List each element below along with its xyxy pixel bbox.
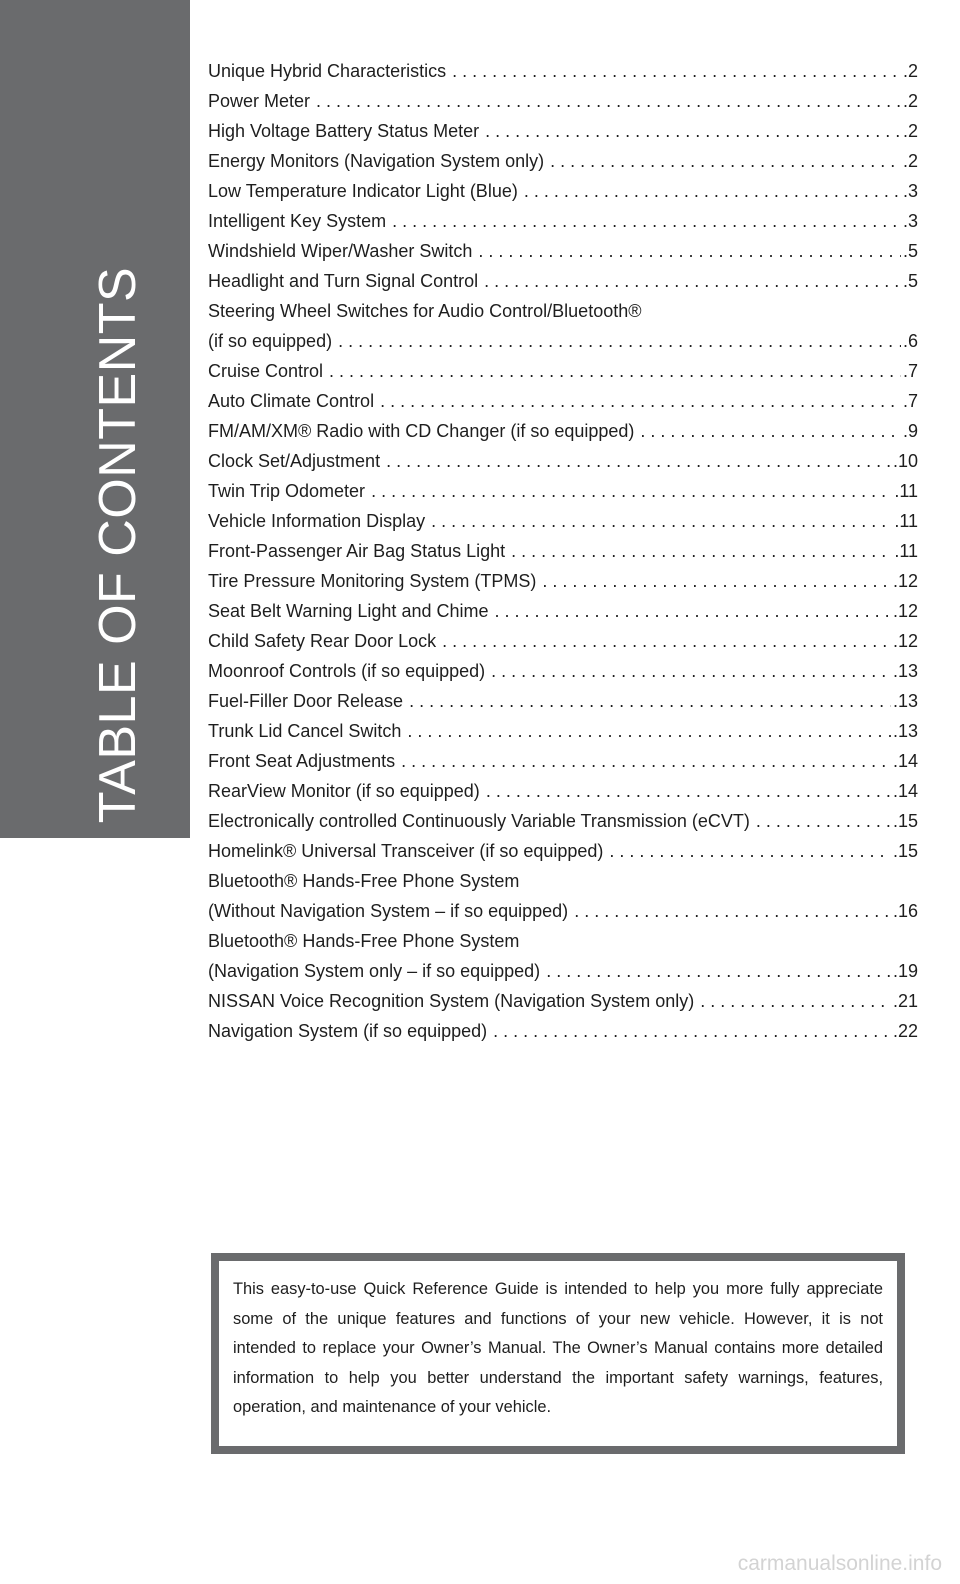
toc-entry[interactable] xyxy=(208,686,918,716)
toc-page-number: .9 xyxy=(902,421,918,441)
toc-page-number: .15 xyxy=(892,811,918,831)
toc-entry-title-continued: (if so equipped) xyxy=(208,331,333,351)
toc-page-number: .11 xyxy=(894,511,918,531)
toc-dot-leader xyxy=(401,716,891,746)
toc-dot-leader xyxy=(568,896,891,926)
toc-entry-title: Cruise Control xyxy=(208,361,324,381)
toc-entry-title: Seat Belt Warning Light and Chime xyxy=(208,601,489,621)
toc-dot-leader xyxy=(750,806,891,836)
toc-page-number: .13 xyxy=(892,661,918,681)
toc-entry-title: Unique Hybrid Characteristics xyxy=(208,61,447,81)
toc-dot-leader xyxy=(380,446,891,476)
toc-page-number: .10 xyxy=(892,451,918,471)
toc-entry[interactable] xyxy=(208,386,918,416)
note-box xyxy=(211,1253,905,1454)
toc-entry-title: Steering Wheel Switches for Audio Control/Bluetooth® xyxy=(208,301,642,321)
toc-page-number: .3 xyxy=(902,181,918,201)
toc-page-number: .6 xyxy=(902,331,918,351)
toc-dot-leader xyxy=(374,386,901,416)
toc-entry[interactable] xyxy=(208,656,918,686)
toc-entry[interactable] xyxy=(208,236,918,266)
toc-page-number: .7 xyxy=(902,361,918,381)
toc-dot-leader xyxy=(544,146,901,176)
note-text: This easy-to-use Quick Reference Guide is intended to help you more fully appreciate some of the unique features and functions of your new vehicle. However, it is not intended to replace your Owner’s Manual. The Owner’s Manual contains more detailed information to help you better understand the important safety warnings, features, operation, and maintenance of your vehicle. xyxy=(233,1280,883,1416)
toc-page-number: .19 xyxy=(892,961,918,981)
toc-dot-leader xyxy=(323,356,901,386)
toc-entry-title: FM/AM/XM® Radio with CD Changer (if so equipped) xyxy=(208,421,635,441)
toc-dot-leader xyxy=(479,116,901,146)
toc-page-number: .3 xyxy=(902,211,918,231)
toc-page-number: .11 xyxy=(894,541,918,561)
toc-entry-title: Windshield Wiper/Washer Switch xyxy=(208,241,473,261)
toc-entry-title: Tire Pressure Monitoring System (TPMS) xyxy=(208,571,537,591)
toc-entry-title: Auto Climate Control xyxy=(208,391,375,411)
toc-entry[interactable] xyxy=(208,56,918,86)
toc-page-number: .2 xyxy=(902,121,918,141)
toc-entry-title: Homelink® Universal Transceiver (if so equipped) xyxy=(208,841,604,861)
toc-entry[interactable] xyxy=(208,476,918,506)
toc-entry[interactable] xyxy=(208,986,918,1016)
toc-dot-leader xyxy=(540,956,891,986)
watermark: carmanualsonline.info xyxy=(737,1552,942,1575)
toc-page-number: .12 xyxy=(892,571,918,591)
toc-entry-title: Vehicle Information Display xyxy=(208,511,426,531)
toc-page-number: .12 xyxy=(892,601,918,621)
toc-entry-title-continued: (Navigation System only – if so equipped) xyxy=(208,961,541,981)
toc-entry-title: Low Temperature Indicator Light (Blue) xyxy=(208,181,518,201)
toc-page-number: .13 xyxy=(892,721,918,741)
toc-entry[interactable] xyxy=(208,356,918,386)
toc-entry[interactable] xyxy=(208,716,918,746)
sidebar-band xyxy=(0,0,190,838)
toc-entry-title: Trunk Lid Cancel Switch xyxy=(208,721,402,741)
toc-entry[interactable] xyxy=(208,746,918,776)
toc-entry-title: Moonroof Controls (if so equipped) xyxy=(208,661,486,681)
toc-dot-leader xyxy=(480,776,891,806)
toc-dot-leader xyxy=(332,326,901,356)
toc-entry[interactable] xyxy=(208,506,918,536)
toc-entry[interactable] xyxy=(208,116,918,146)
toc-page-number: .7 xyxy=(902,391,918,411)
toc-entry[interactable] xyxy=(208,86,918,116)
toc-entry[interactable] xyxy=(208,176,918,206)
toc-page-number: .14 xyxy=(892,751,918,771)
toc-entry-title: Child Safety Rear Door Lock xyxy=(208,631,437,651)
toc-entry-title: RearView Monitor (if so equipped) xyxy=(208,781,480,801)
toc-entry-title: Electronically controlled Continuously Variable Transmission (eCVT) xyxy=(208,811,750,831)
toc-page-number: .2 xyxy=(902,61,918,81)
toc-dot-leader xyxy=(310,86,901,116)
toc-dot-leader xyxy=(472,236,901,266)
toc-entry-title: Twin Trip Odometer xyxy=(208,481,366,501)
toc-entry[interactable] xyxy=(208,626,918,656)
toc-page-number: .13 xyxy=(892,691,918,711)
toc-entry-title: NISSAN Voice Recognition System (Navigation System only) xyxy=(208,991,695,1011)
toc-page-number: .15 xyxy=(892,841,918,861)
toc-page-number: .14 xyxy=(892,781,918,801)
toc-entry-title: Front-Passenger Air Bag Status Light xyxy=(208,541,506,561)
toc-dot-leader xyxy=(365,476,892,506)
toc-page-number: .5 xyxy=(902,271,918,291)
toc-dot-leader xyxy=(395,746,891,776)
toc-entry[interactable] xyxy=(208,296,918,356)
table-of-contents xyxy=(208,56,918,1046)
toc-dot-leader xyxy=(487,1016,891,1046)
toc-dot-leader xyxy=(436,626,891,656)
toc-entry[interactable] xyxy=(208,416,918,446)
toc-dot-leader xyxy=(386,206,901,236)
toc-dot-leader xyxy=(489,596,891,626)
toc-entry-title: Bluetooth® Hands-Free Phone System xyxy=(208,871,520,891)
toc-entry-title: Power Meter xyxy=(208,91,311,111)
toc-entry[interactable] xyxy=(208,566,918,596)
toc-entry[interactable] xyxy=(208,806,918,836)
toc-dot-leader xyxy=(505,536,892,566)
toc-entry-title: Fuel-Filler Door Release xyxy=(208,691,404,711)
toc-entry[interactable] xyxy=(208,836,918,866)
toc-entry-title: Clock Set/Adjustment xyxy=(208,451,381,471)
toc-dot-leader xyxy=(518,176,901,206)
toc-entry[interactable] xyxy=(208,596,918,626)
toc-dot-leader xyxy=(536,566,891,596)
toc-page-number: .21 xyxy=(892,991,918,1011)
toc-entry[interactable] xyxy=(208,1016,918,1046)
toc-entry-title: Navigation System (if so equipped) xyxy=(208,1021,488,1041)
toc-dot-leader xyxy=(603,836,891,866)
toc-page-number: .2 xyxy=(902,151,918,171)
toc-dot-leader xyxy=(425,506,892,536)
toc-entry-title: Intelligent Key System xyxy=(208,211,387,231)
toc-entry[interactable] xyxy=(208,446,918,476)
toc-entry[interactable] xyxy=(208,776,918,806)
toc-page-number: .11 xyxy=(894,481,918,501)
toc-dot-leader xyxy=(634,416,901,446)
toc-dot-leader xyxy=(478,266,901,296)
toc-entry-title-continued: (Without Navigation System – if so equipped) xyxy=(208,901,569,921)
toc-entry[interactable] xyxy=(208,926,918,986)
toc-entry[interactable] xyxy=(208,146,918,176)
sidebar-title: TABLE OF CONTENTS xyxy=(89,266,147,824)
toc-dot-leader xyxy=(446,56,901,86)
toc-page-number: .2 xyxy=(902,91,918,111)
toc-page-number: .5 xyxy=(902,241,918,261)
toc-page-number: .12 xyxy=(892,631,918,651)
toc-entry-title: Front Seat Adjustments xyxy=(208,751,396,771)
toc-entry-title: Bluetooth® Hands-Free Phone System xyxy=(208,931,520,951)
toc-dot-leader xyxy=(694,986,891,1016)
toc-entry-title: High Voltage Battery Status Meter xyxy=(208,121,480,141)
toc-entry[interactable] xyxy=(208,866,918,926)
toc-entry-title: Headlight and Turn Signal Control xyxy=(208,271,479,291)
toc-entry-title: Energy Monitors (Navigation System only) xyxy=(208,151,545,171)
toc-page-number: .22 xyxy=(892,1021,918,1041)
toc-entry[interactable] xyxy=(208,266,918,296)
toc-dot-leader xyxy=(403,686,891,716)
toc-dot-leader xyxy=(485,656,891,686)
toc-entry[interactable] xyxy=(208,536,918,566)
toc-entry[interactable] xyxy=(208,206,918,236)
toc-page-number: .16 xyxy=(892,901,918,921)
